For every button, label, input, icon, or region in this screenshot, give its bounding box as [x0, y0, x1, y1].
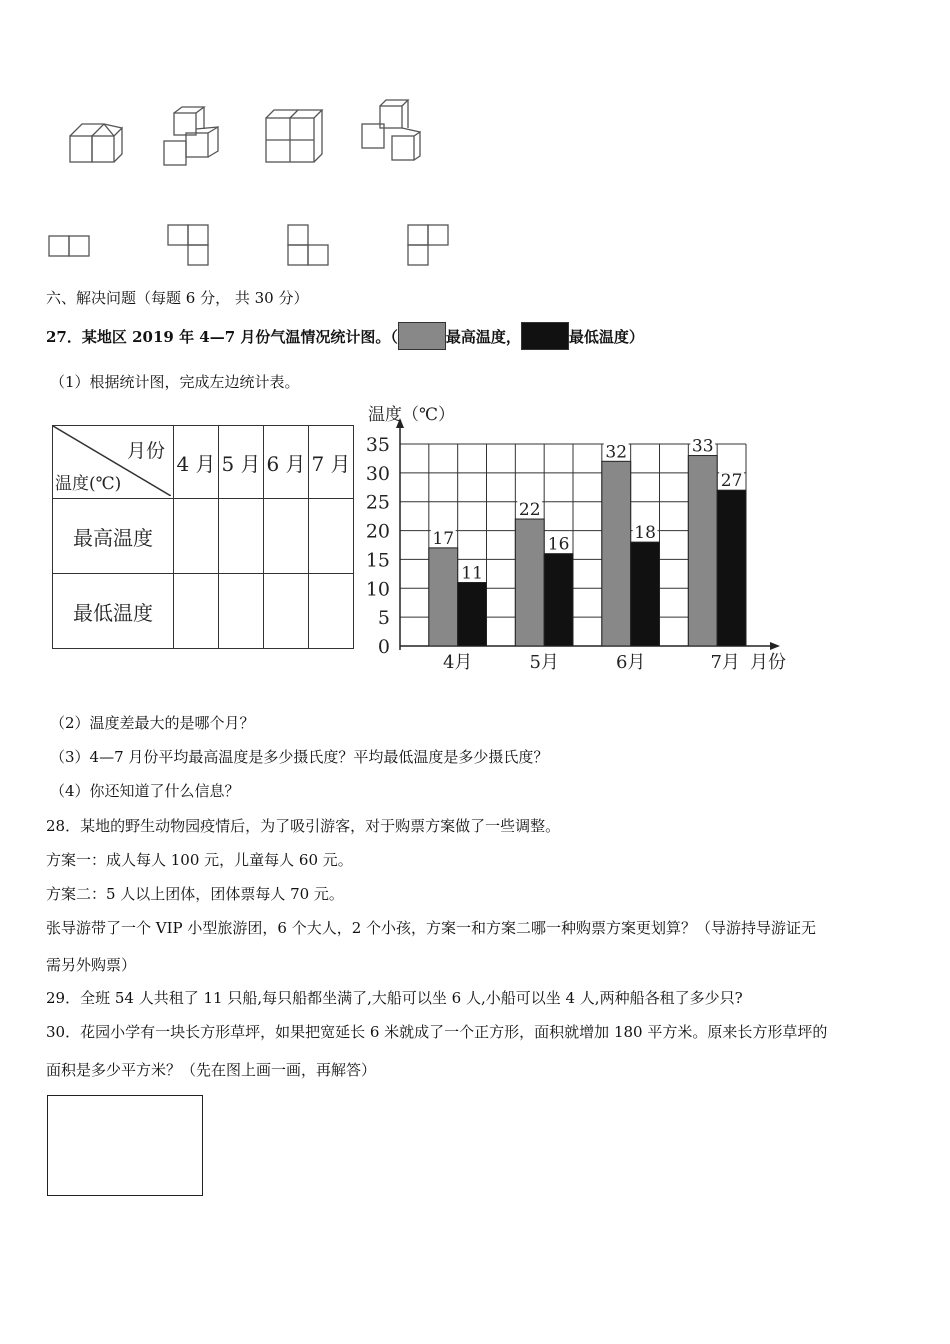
- y-tick-label: 15: [365, 549, 390, 572]
- view-figure-2: [166, 224, 210, 272]
- x-tick-label: 6月: [615, 652, 646, 673]
- q27-intro-line: [46, 322, 644, 350]
- section-heading: 六、解决问题（每题 6 分， 共 30 分）: [46, 289, 309, 307]
- bar-high: [602, 461, 631, 646]
- month-header-5: 5 月: [219, 426, 264, 499]
- q27-sub2: （2）温度差最大的是哪个月？: [50, 714, 255, 732]
- stat-table: [52, 425, 354, 649]
- drawing-area-box[interactable]: [47, 1095, 203, 1196]
- q30-line-b: 面积是多少平方米？（先在图上画一画，再解答）: [46, 1061, 377, 1079]
- q27-sub1: （1）根据统计图，完成左边统计表。: [50, 373, 300, 391]
- cell-low-4[interactable]: [174, 574, 219, 649]
- cell-high-5[interactable]: [219, 499, 264, 574]
- x-tick-label: 5月: [529, 652, 559, 673]
- q30-line-a: 30．花园小学有一块长方形草坪，如果把宽延长 6 米就成了一个正方形，面积就增加 180 平方米。原来长方形草坪的: [46, 1023, 828, 1041]
- cell-low-7[interactable]: [309, 574, 354, 649]
- month-header-6: 6 月: [264, 426, 309, 499]
- data-label: 11: [461, 563, 483, 584]
- y-tick-label: 35: [365, 434, 390, 456]
- cube-figure-4: [356, 98, 426, 170]
- month-header-4: 4 月: [174, 426, 219, 499]
- x-axis-title: 月份: [750, 652, 786, 673]
- data-label: 17: [432, 528, 455, 549]
- table-diagonal-header: [53, 426, 174, 499]
- q27-sub4: （4）你还知道了什么信息？: [50, 782, 240, 800]
- q28-plan1: 方案一：成人每人 100 元，儿童每人 60 元。: [46, 851, 353, 869]
- bar-high: [515, 519, 544, 646]
- y-tick-label: 25: [365, 491, 390, 514]
- q28-question-b: 需另外购票）: [46, 956, 137, 974]
- header-month-label: 月份: [126, 440, 165, 462]
- legend-low-label: 最低温度）: [568, 328, 644, 346]
- y-axis-title: 温度（℃）: [368, 405, 456, 425]
- bar-low: [544, 554, 573, 646]
- q27-intro: 27．某地区 2019 年 4—7 月份气温情况统计图。（: [46, 328, 398, 346]
- cell-low-6[interactable]: [264, 574, 309, 649]
- view-figure-4: [406, 224, 450, 272]
- q27-sub3: （3）4—7 月份平均最高温度是多少摄氏度？平均最低温度是多少摄氏度？: [50, 748, 549, 766]
- bar-high: [688, 456, 717, 646]
- data-label: 22: [518, 500, 541, 521]
- bar-low: [717, 490, 746, 646]
- bar-low: [458, 583, 487, 646]
- data-label: 16: [547, 534, 570, 555]
- legend-high-label: 最高温度，: [445, 328, 521, 346]
- month-header-7: 7 月: [309, 426, 354, 499]
- data-label: 27: [720, 471, 743, 492]
- y-tick-label: 10: [365, 578, 390, 601]
- view-figure-1: [48, 235, 92, 261]
- data-label: 18: [634, 523, 656, 544]
- cube-figure-2: [160, 105, 230, 173]
- x-tick-label: 7月: [710, 652, 740, 673]
- q28-intro: 28．某地的野生动物园疫情后，为了吸引游客，对于购票方案做了一些调整。: [46, 817, 561, 835]
- bar-high: [429, 548, 458, 646]
- data-label: 32: [605, 442, 628, 463]
- y-tick-label: 20: [365, 520, 390, 543]
- cube-figure-1: [66, 118, 126, 172]
- x-axis-arrow: [770, 642, 780, 650]
- q28-plan2: 方案二：5 人以上团体，团体票每人 70 元。: [46, 885, 344, 903]
- y-tick-label: 30: [365, 462, 390, 485]
- data-label: 33: [691, 436, 714, 457]
- cell-low-5[interactable]: [219, 574, 264, 649]
- legend-high-swatch: [398, 322, 446, 350]
- cube-figure-3: [262, 108, 324, 170]
- row-high-label: 最高温度: [53, 499, 174, 574]
- y-tick-label: 5: [377, 607, 390, 630]
- row-low-label: 最低温度: [53, 574, 174, 649]
- x-tick-label: 4月: [442, 652, 473, 673]
- y-tick-label: 0: [377, 636, 390, 658]
- q28-question-a: 张导游带了一个 VIP 小型旅游团，6 个大人，2 个小孩，方案一和方案二哪一种购票方案更划算？（导游持导游证无: [46, 919, 817, 937]
- cell-high-4[interactable]: [174, 499, 219, 574]
- header-temp-label: 温度(℃): [55, 474, 122, 494]
- cell-high-7[interactable]: [309, 499, 354, 574]
- temperature-bar-chart: [360, 398, 800, 683]
- view-figure-3: [286, 224, 330, 272]
- cell-high-6[interactable]: [264, 499, 309, 574]
- legend-low-swatch: [521, 322, 569, 350]
- q29: 29．全班 54 人共租了 11 只船,每只船都坐满了,大船可以坐 6 人,小船可以坐 4 人,两种船各租了多少只?: [46, 989, 743, 1007]
- bar-low: [631, 542, 660, 646]
